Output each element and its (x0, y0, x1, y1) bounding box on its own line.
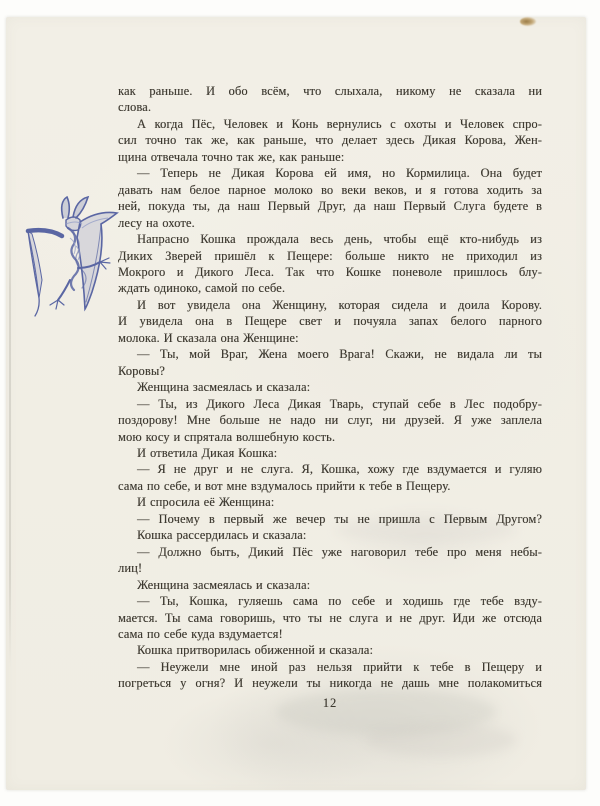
text-line: щина отвечала точно так же, как раньше: (118, 149, 345, 164)
blue-bat-sketch-icon (16, 168, 128, 328)
text-line: как раньше. И обо всём, что слыхала, никому не сказала ни (118, 84, 542, 98)
text-line: Женщина засмеялась и сказала: (137, 577, 311, 592)
text-line: — Почему в первый же вечер ты не пришла с Первым Другом? (137, 511, 542, 526)
text-line: — Неужели мне иной раз нельзя прийти к тебе в Пещеру и (137, 659, 542, 674)
text-line: Коровы? (118, 363, 165, 378)
text-line: — Теперь не Дикая Корова ей имя, но Кормилица. Она будет (137, 166, 542, 181)
text-line: — Ты, Кошка, гуляешь сама по себе и ходишь где тебе взду- (137, 594, 542, 609)
text-line: И увидела она в Пещере свет и почуяла запах белого парного (118, 314, 542, 329)
page-text (118, 83, 542, 692)
text-line: И ответила Дикая Кошка: (137, 445, 278, 460)
text-line: Женщина засмеялась и сказала: (137, 380, 311, 395)
text-line: И вот увидела она Женщину, которая сидела и доила Корову. (137, 297, 542, 312)
text-line: ней, покуда ты, да наш Первый Друг, да наш Первый Слуга будете в (118, 199, 542, 214)
text-line: сама по себе куда вздумается! (118, 626, 283, 641)
book-page (6, 17, 586, 790)
text-line: А когда Пёс, Человек и Конь вернулись с охоты и Человек спро- (137, 116, 542, 131)
text-line: давать нам белое парное молоко во веки веков, и я готова ходить за (118, 182, 542, 197)
text-line: Диких Зверей пришёл к Пещере: больше никто не приходил из (118, 248, 542, 263)
text-line: сама по себе, и вот мне вздумалось прийти к тебе в Пещеру. (118, 478, 451, 493)
text-line: — Должно быть, Дикий Пёс уже наговорил тебе про меня небы- (137, 544, 542, 559)
text-line: погреться у огня? И неужели ты никогда не дашь мне полакомиться (118, 676, 542, 691)
text-line: лиц! (118, 561, 143, 576)
text-line: Мокрого и Дикого Леса. Так что Кошке поневоле пришлось блу- (118, 264, 542, 279)
text-line: поздорову! Мне больше не надо ни слуг, ни друзей. Я уже заплела (118, 413, 542, 428)
paper-stain (520, 17, 536, 26)
text-line: мою косу и спрятала волшебную кость. (118, 429, 336, 444)
age-smudge (366, 723, 516, 757)
text-line: Напрасно Кошка прождала весь день, чтобы ещё кто-нибудь из (137, 232, 542, 247)
text-line: — Ты, мой Враг, Жена моего Врага! Скажи, не видала ли ты (137, 347, 542, 362)
text-line: И спросила её Женщина: (137, 495, 275, 510)
text-line: Кошка рассердилась и сказала: (137, 528, 307, 543)
text-line: Кошка притворилась обиженной и сказала: (137, 643, 374, 658)
text-line: сил точно так же, как раньше, что делает здесь Дикая Корова, Жен- (118, 133, 542, 148)
page-number: 12 (322, 696, 338, 710)
text-line: мается. Ты сама говоришь, что ты не слуга и не друг. Иди же отсюда (118, 610, 542, 625)
text-line: слова. (118, 100, 152, 115)
text-line: лесу на охоте. (118, 215, 195, 230)
text-line: молока. И сказала она Женщине: (118, 330, 299, 345)
text-line: ждать одиноко, самой по себе. (118, 281, 286, 296)
text-line: — Я не друг и не слуга. Я, Кошка, хожу где вздумается и гуляю (137, 462, 542, 477)
text-line: — Ты, из Дикого Леса Дикая Тварь, ступай себе в Лес подобру- (137, 396, 542, 411)
